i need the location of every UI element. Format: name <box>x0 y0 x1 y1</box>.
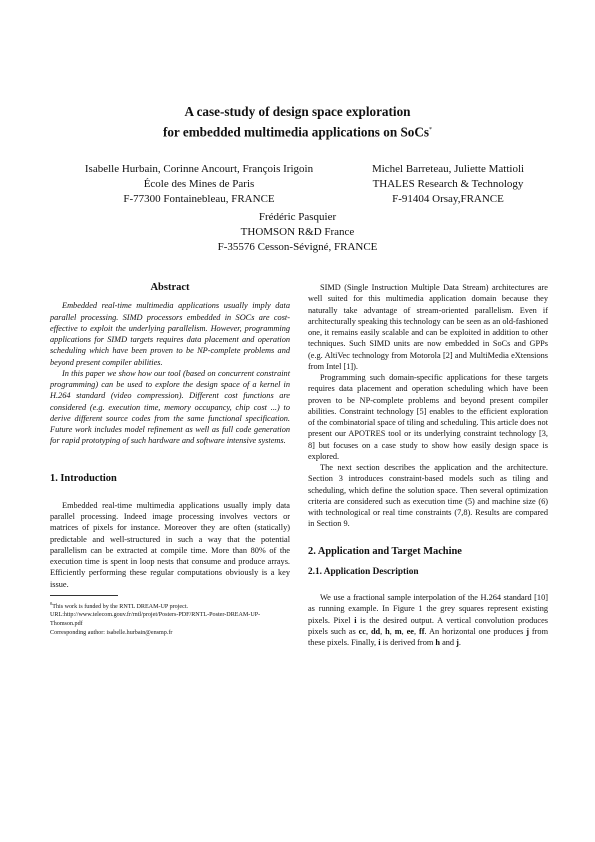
text-run: , <box>380 626 386 636</box>
footnote-rule <box>50 595 118 596</box>
text-run: from these pixels. Finally, <box>308 626 549 647</box>
paper-title <box>0 103 595 141</box>
author-affiliation-right: THALES Research & Technology <box>372 178 524 190</box>
body-paragraph-application-description <box>308 592 548 648</box>
author-names-left: Isabelle Hurbain, Corinne Ancourt, François Irigoin <box>84 163 314 175</box>
pixel-label: cc <box>358 626 366 636</box>
text-run: . <box>458 638 461 647</box>
footnote-corresponding-author: Corresponding author: isabelle.hurbain@ensmp.fr <box>50 629 173 636</box>
pixel-label: ee <box>406 626 414 636</box>
author-address-center: F-35576 Cesson-Sévigné, FRANCE <box>217 241 378 253</box>
pixel-label: h <box>435 638 440 647</box>
author-address-left: F-77300 Fontainebleau, FRANCE <box>123 193 275 205</box>
text-run: , <box>389 626 395 636</box>
text-run: , <box>414 626 419 636</box>
footnote-funding-text: This work is funded by the RNTL DREAM-UP project. URL:http://www.telecom.gouv.fr/rntl/projet/Posters-PDF/RNTL-Poster-DREAM-UP-Thomson.pdf <box>50 603 261 627</box>
body-paragraph-programming: Programming such domain-specific applications for these targets requires data placement and operation scheduling which have been proven to be NP-complete problems and beyond present compiler abilities. Constraint technology [5] enables to the efficient exploration of the combinatorial space of tiling and scheduling. This article does not present our APOTRES tool or its underlying constraint technology [3, 8] but focuses on a case study to show how easily design space is explored. <box>308 373 548 461</box>
author-affiliation-center: THOMSON R&D France <box>240 226 355 238</box>
title-line-1: A case-study of design space exploration <box>184 104 411 119</box>
pixel-label: m <box>394 626 402 636</box>
author-affiliation-left: École des Mines de Paris <box>143 178 255 190</box>
text-run: , <box>401 626 407 636</box>
footnote-funding <box>50 600 290 629</box>
abstract-paragraph-2: In this paper we show how our tool (based on concurrent constraint programming) can be used to explore the design space of a kernel in H.264 standard (video compression). Different cost functions are considered (e.g. execution time, memory occupancy, chip cost ...) to derive different source codes from the same functional specification. Future work includes model refinement as well as full code generation for rapid prototyping of such hardware and software intensive systems. <box>50 368 290 446</box>
body-paragraph-simd: SIMD (Single Instruction Multiple Data Stream) architectures are well suited for this multimedia application domain because they naturally take advantage of stream-oriented parallelism. Even if architecturally speaking this technology can be seen as an old-fashioned one, it remains easily scalable and can be exploited in addition to other techniques. Such SIMD units are now embedded in SoCs and GPPs (e.g. AltiVec technology from Motorola [2] and MultiMedia eXtensions from Intel [1]). <box>308 283 548 371</box>
author-address-right: F-91404 Orsay,FRANCE <box>392 193 504 205</box>
text-run: We use a fractional sample interpolation of the H.264 standard [10] as running example. In Figure 1 the grey squares represent existing pixels. Pixel <box>308 593 548 625</box>
section-heading-application: 2. Application and Target Machine <box>308 545 462 557</box>
pixel-label: ff <box>418 626 425 636</box>
text-run: . An horizontal one produces <box>424 626 527 636</box>
footnote <box>50 600 290 637</box>
title-footnote-mark: * <box>429 127 433 133</box>
author-block-left <box>60 162 338 207</box>
body-paragraph-outline: The next section describes the application and the architecture. Section 3 introduces constraint-based models such as tiling and scheduling, which define the solution space. Then several optimization criteria are considered such as execution time (5) and machine size (6) with technological or real time constraints (7,8). Results are compared in Section 9. <box>308 463 548 529</box>
left-column <box>50 282 290 637</box>
author-block-center <box>150 210 445 255</box>
pixel-label: j <box>526 626 530 636</box>
section-heading-introduction: 1. Introduction <box>50 472 117 484</box>
pixel-label: i <box>354 615 357 625</box>
pixel-label: h <box>385 626 390 636</box>
intro-paragraph-1: Embedded real-time multimedia applications usually imply data parallel processing. Indeed image processing involves vectors or matrices of pixels for instance. Moreover they are often (statically) predictable and well-structured in such a way that the potential parallelism can be extracted at compile time. More than 80% of the execution time is spent in loop nests that consume and produce arrays. Efficiently performing these regular computations obviously is a key issue. <box>50 500 290 589</box>
title-line-2 <box>0 121 595 141</box>
pixel-label: i <box>378 638 381 647</box>
text-run: and <box>440 638 457 647</box>
footnote-mark: 0 <box>50 600 53 606</box>
pixel-label: dd <box>370 626 381 636</box>
subsection-heading-application-description: 2.1. Application Description <box>308 566 419 577</box>
author-block-right <box>348 162 548 207</box>
text-run: , <box>365 626 371 636</box>
text-run: is the desired output. A vertical convolution produces pixels such as <box>308 615 548 636</box>
abstract-heading: Abstract <box>150 282 190 293</box>
text-run: is derived from <box>380 638 436 647</box>
title-line-2-text: for embedded multimedia applications on SoCs <box>162 124 430 140</box>
author-names-center: Frédéric Pasquier <box>258 211 337 223</box>
author-names-right: Michel Barreteau, Juliette Mattioli <box>371 163 525 175</box>
pixel-label: j <box>456 638 459 647</box>
abstract-paragraph-1: Embedded real-time multimedia applications usually imply data parallel processing. SIMD processors embedded in SOCs are cost-effective to exploit the underlying parallelism. However, programming applications for SIMD targets requires data placement and operation scheduling which have been proven to be NP-complete problems and beyond present compiler abilities. <box>50 301 290 367</box>
right-column <box>308 282 548 648</box>
